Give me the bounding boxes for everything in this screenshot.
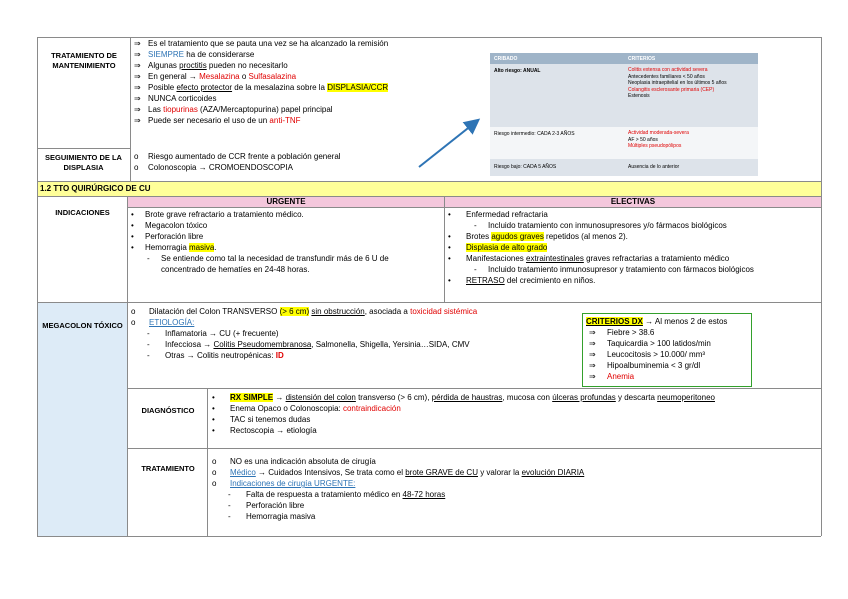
electivas-list xyxy=(448,209,818,286)
list-item: ⇒ En general → Mesalazina o Sulfasalazina xyxy=(134,72,297,81)
row-divider xyxy=(127,207,821,208)
list-item: o Indicaciones de cirugía URGENTE: xyxy=(212,479,356,488)
list-subitem: - Falta de respuesta a tratamiento médico en 48-72 horas xyxy=(228,490,446,499)
list-item: • Displasia de alto grado xyxy=(448,243,548,252)
list-item: o Dilatación del Colon TRANSVERSO (> 6 cm) sin obstrucción, asociada a toxicidad sistémica xyxy=(131,307,478,316)
list-item: ⇒ Taquicardia > 100 latidos/min xyxy=(589,339,711,348)
list-subitem: - Hemorragia masiva xyxy=(228,512,316,521)
cribado-table-image: CRIBADO CRITERIOS Alto riesgo: ANUAL Colitis extensa con actividad severa Antecedentes familiares < 50 años Neoplasia intraepitelial en los últimos 5 años Colangitis esclerosante primaria (CEP) Estenosis Riesgo intermedio: CADA 2-3 AÑOS Actividad moderada-severa AF > 50 años Múltiples pseudopólipos Riesgo bajo: CADA 5 AÑOS Ausencia de lo anterior xyxy=(490,53,758,176)
megacolon-label: MEGACOLON TÓXICO xyxy=(42,321,123,330)
list-item: • Rectoscopia → etiología xyxy=(212,426,317,435)
list-item: • Manifestaciones extraintestinales graves refractarias a tratamiento médico xyxy=(448,254,730,263)
tratamiento-list xyxy=(212,456,817,522)
row-divider xyxy=(127,388,821,389)
col-divider xyxy=(207,388,208,536)
col-divider xyxy=(444,196,445,302)
list-item: • Brote grave refractario a tratamiento médico. xyxy=(131,210,304,219)
col-divider xyxy=(127,196,128,536)
list-item: • RETRASO del crecimiento en niños. xyxy=(448,276,596,285)
megacolon-def xyxy=(131,306,571,361)
list-item: • Enema Opaco o Colonoscopia: contraindicación xyxy=(212,404,401,413)
list-item: ⇒ SIEMPRE ha de considerarse xyxy=(134,50,255,59)
cribado-criterios-intermedio: Actividad moderada-severa AF > 50 años Múltiples pseudopólipos xyxy=(628,130,689,149)
cribado-header xyxy=(490,53,758,64)
list-item: o Médico → Cuidados Intensivos, Se trata como el brote GRAVE de CU y valorar la evolución DIARIA xyxy=(212,468,585,477)
mantenimiento-list xyxy=(134,38,494,126)
table-border-bottom xyxy=(37,536,821,537)
urgente-list xyxy=(131,209,441,275)
list-item: ⇒ Leucocitosis > 10.000/ mm³ xyxy=(589,350,706,359)
list-subitem: - Inflamatoria → CU (+ frecuente) xyxy=(147,329,279,338)
section-title: 1.2 TTO QUIRÚRGICO DE CU xyxy=(38,182,821,196)
list-subitem: - Perforación libre xyxy=(228,501,305,510)
indicaciones-label: INDICACIONES xyxy=(55,208,110,217)
table-border-right xyxy=(821,37,822,536)
list-item: • Megacolon tóxico xyxy=(131,221,208,230)
list-subitem: concentrado de hematíes en 24-48 horas. xyxy=(161,265,310,274)
list-subitem: - Otras → Colitis neutropénicas: ID xyxy=(147,351,284,360)
tratamiento-label: TRATAMIENTO xyxy=(141,464,195,473)
list-item: ⇒ Anemia xyxy=(589,372,635,381)
list-subitem: - Incluido tratamiento con inmunosupresores y/o fármacos biológicos xyxy=(474,221,727,230)
list-subitem: - Se entiende como tal la necesidad de transfundir más de 6 U de xyxy=(147,254,389,263)
megacolon-label-cell xyxy=(38,303,127,536)
row-divider xyxy=(127,448,821,449)
diagnostico-list xyxy=(212,392,817,436)
list-item: ⇒ Las tiopurinas (AZA/Mercaptopurina) papel principal xyxy=(134,105,333,114)
row-divider xyxy=(37,148,130,149)
criterios-title: CRITERIOS DX → Al menos 2 de estos xyxy=(586,317,728,326)
list-item: • RX SIMPLE → distensión del colon transverso (> 6 cm), pérdida de haustras, mucosa con úlceras profundas y descarta neumoperitoneo xyxy=(212,393,715,402)
list-item: ⇒ NUNCA corticoides xyxy=(134,94,217,103)
list-item: • Perforación libre xyxy=(131,232,204,241)
urgente-header: URGENTE xyxy=(128,197,444,207)
seguimiento-label: SEGUIMIENTO DE LA DISPLASIA xyxy=(45,153,122,172)
list-item: o Riesgo aumentado de CCR frente a población general xyxy=(134,152,341,161)
list-item: o ETIOLOGÍA: xyxy=(131,318,195,327)
list-item: ⇒ Puede ser necesario el uso de un anti-TNF xyxy=(134,116,301,125)
list-item: ⇒ Algunas proctitis pueden no necesitarlo xyxy=(134,61,288,70)
row-divider xyxy=(37,302,821,303)
list-subitem: - Infecciosa → Colitis Pseudomembranosa, Salmonella, Shigella, Yersinia…SIDA, CMV xyxy=(147,340,470,349)
list-item: • Brotes agudos graves repetidos (al menos 2). xyxy=(448,232,628,241)
diagnostico-label: DIAGNÓSTICO xyxy=(141,406,195,415)
criterios-dx-box xyxy=(582,313,752,387)
col-divider xyxy=(130,37,131,181)
list-item: ⇒ Es el tratamiento que se pauta una vez se ha alcanzado la remisión xyxy=(134,39,389,48)
list-item: ⇒ Fiebre > 38.6 xyxy=(589,328,655,337)
list-item: o NO es una indicación absoluta de cirugía xyxy=(212,457,376,466)
cribado-criterios-alto: Colitis extensa con actividad severa Antecedentes familiares < 50 años Neoplasia intraepitelial en los últimos 5 años Colangitis esclerosante primaria (CEP) Estenosis xyxy=(628,67,727,99)
list-item: ⇒ Hipoalbuminemia < 3 gr/dl xyxy=(589,361,701,370)
list-item: • Hemorragia masiva. xyxy=(131,243,217,252)
list-subitem: - Incluido tratamiento inmunosupresor y tratamiento con fármacos biológicos xyxy=(474,265,754,274)
list-item: ⇒ Posible efecto protector de la mesalazina sobre la DISPLASIA/CCR xyxy=(134,83,389,92)
seguimiento-list xyxy=(134,151,341,173)
electivas-header: ELECTIVAS xyxy=(445,197,821,207)
list-item: • Enfermedad refractaria xyxy=(448,210,548,219)
list-item: o Colonoscopia → CROMOENDOSCOPIA xyxy=(134,163,293,172)
arrow-icon xyxy=(415,115,485,170)
mantenimiento-label: TRATAMIENTO DE MANTENIMIENTO xyxy=(51,51,117,70)
list-item: • TAC si tenemos dudas xyxy=(212,415,311,424)
